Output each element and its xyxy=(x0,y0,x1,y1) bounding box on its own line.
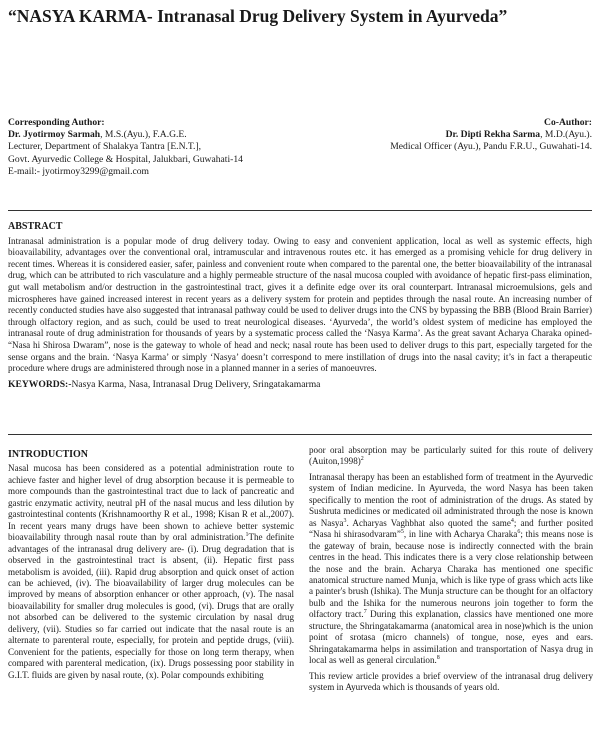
abstract-text: Intranasal administration is a popular mode of drug delivery today. Owing to easy and convenient application, local as well as systemic effects, high bioavailability, advantages over the conventional oral, intramuscular and intravenous routes etc. it has emerged as a promising vehicle for drug delivery in recent times. Whereas it is considered easier, safer, painless and convenient route when compared to the parental one, the better bioavailability of the intranasal drug, which can be attributed to rich vasculature and a highly permeable structure of the nasal mucosa coupled with avoidance of hepatic first-pass elimination, gut wall metabolism and/or destruction in the gastrointestinal tract, gives it a definite edge over its oral counterpart. Intranasal microemulsions, gels and microspheres have gained increased interest in recent years as a delivery system for protein and peptides through the nasal route. An increasing number of recently conducted studies have also suggested that intranasal pathway could be used to deliver drugs into the CNS by bypassing the BBB (Blood Brain Barrier) through olfactory region, and as such, could be used to treat neurological diseases. ‘Ayurveda’, the world’s oldest system of medicine has employed the intranasal route of drug administration for thousands of years by a systematic process called the ‘Nasya Karma’. As the great savant Acharya Charaka opined- “Nasa hi Shirosa Dwaram”, nose is the gateway to whole of head and neck; nasal route has been used to deliver drugs to this part, especially targeted for the sense organs and the brain. ‘Nasya Karma’ or simply ‘Nasya’ doesn’t correspond to mere instillation of drugs into the nasal cavity; it’s in fact a therapeutic procedure where drugs are administered through nose in a planned manner in a series of manoeuvres. xyxy=(8,235,592,374)
introduction-heading: INTRODUCTION xyxy=(8,449,89,460)
introduction-paragraph-continued: poor oral absorption may be particularly suited for this route of delivery (Auiton,1998)$^2$ xyxy=(309,445,593,467)
introduction-paragraph-1: Nasal mucosa has been considered as a potential administration route to achieve faster and higher level of drug absorption because it is permeable to more compounds than the gastrointestinal tract due to lack of pancreatic and gastric enzymatic activity, neutral pH of the nasal mucus and less dilution by gastrointestinal contents (Krishnamoorthy R et al., 1998; Kisan R et al.,2007). In recent years many drugs have been shown to achieve better systemic bioavailability through nasal route than by oral administration.$^1$The definite advantages of the intranasal drug delivery are- (i). Drug degradation that is observed in the gastrointestinal tract is absent, (ii). Hepatic first pass metabolism is avoided, (iii). Rapid drug absorption and quick onset of action can be achieved, (iv). The bioavailability of larger drug molecules can be improved by means of absorption enhancer or other approach, (v). The nasal bioavailability for smaller drug molecules is good, (vi). Drugs that are orally not absorbed can be delivered to the systemic circulation by nasal drug delivery, (vii). Studies so far carried out indicate that the nasal route is an alternate to parenteral route, especially, for protein and peptide drugs, (viii). Convenient for the patients, especially for those on long term therapy, when compared with parenteral medication, (ix). Drugs possessing poor stability in G.I.T. fluids are given by nasal route, (x). Polar compounds exhibiting xyxy=(8,463,294,680)
paper-title: “NASYA KARMA- Intranasal Drug Delivery System in Ayurveda” xyxy=(8,6,508,26)
divider-top xyxy=(8,210,592,211)
keywords-label: KEYWORDS:- xyxy=(8,378,72,390)
co-author-heading: Co-Author: xyxy=(544,117,592,128)
co-author-position: Medical Officer (Ayu.), Pandu F.R.U., Guwahati-14. xyxy=(390,141,592,153)
right-column xyxy=(309,445,593,698)
left-column xyxy=(8,449,294,685)
corresponding-author-name: Dr. Jyotirmoy Sarmah xyxy=(8,129,101,141)
co-author-name-line xyxy=(292,129,592,141)
co-author-name: Dr. Dipti Rekha Sarma xyxy=(445,129,541,141)
abstract-section xyxy=(8,221,592,390)
corresponding-author xyxy=(8,117,338,178)
corresponding-author-institution: Govt. Ayurvedic College & Hospital, Jalukbari, Guwahati-14 xyxy=(8,153,243,165)
co-author xyxy=(292,117,592,154)
keywords-text: Nasya Karma, Nasa, Intranasal Drug Delivery, Sringatakamarma xyxy=(71,378,321,390)
corresponding-author-degrees: , M.S.(Ayu.), F.A.G.E. xyxy=(100,129,187,141)
keywords-line xyxy=(8,379,592,391)
corresponding-author-name-line xyxy=(8,129,338,141)
abstract-heading: ABSTRACT xyxy=(8,221,63,232)
introduction-paragraph-2: Intranasal therapy has been an established form of treatment in the Ayurvedic system of Indian medicine. In Ayurveda, the word Nasya has been taken specifically to mention the root of administration of the drugs. As stated by Sushruta medicines or medicated oil administrated through the nose is known as Nasya$^3$. Acharyas Vaghbhat also quoted the same$^4$; and further posited “Nasa hi shirasodvaram”$^5$, in line with Acharya Charaka$^6$; this means nose is the gateway of brain, because nose is indirectly connected with the brain centres in the head. This indicates there is a very close relationship between the nose and the brain. Acharya Charaka has mentioned one specific anatomical structure named Munja, which is like type of grass which acts like a painter's brush (Ishika). The Munja structure can be thought for an olfactory bulb and the Ishika for the numerous neurons join together to form the olfactory tract.$^7$ During this explanation, classics have mentioned one more structure, the Shringatakamarma (anatomical area in nose)which is the union point of srotasa (micro channels) of tongue, nose, eyes and ears. Shringatakamarma helps in assimilation and transportation of Nasya drug in local as well as general circulation.$^8$ xyxy=(309,471,594,666)
corresponding-author-heading: Corresponding Author: xyxy=(8,117,105,128)
co-author-degrees: , M.D.(Ayu.). xyxy=(540,129,592,141)
divider-bottom xyxy=(8,434,592,435)
introduction-paragraph-3: This review article provides a brief overview of the intranasal drug delivery system in Ayurveda which is thousands of years old. xyxy=(309,670,593,693)
corresponding-author-position: Lecturer, Department of Shalakya Tantra [E.N.T.], xyxy=(8,141,202,153)
corresponding-author-email[interactable]: E-mail:- jyotirmoy3299@gmail.com xyxy=(8,165,149,177)
